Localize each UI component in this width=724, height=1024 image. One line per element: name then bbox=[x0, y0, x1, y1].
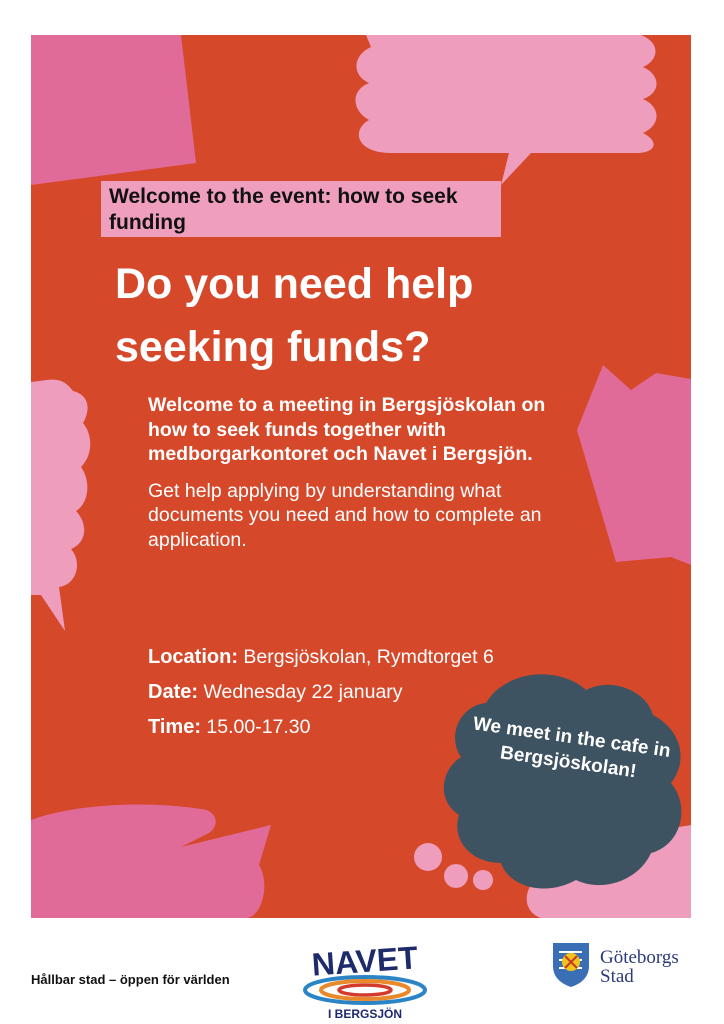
location-line bbox=[148, 644, 494, 679]
speech-bubble-top-right bbox=[356, 35, 657, 185]
city-name-line2: Stad bbox=[600, 966, 634, 987]
date-value: Wednesday 22 january bbox=[203, 681, 403, 703]
event-badge-text: Welcome to the event: how to seek funding bbox=[109, 185, 458, 234]
event-details bbox=[148, 644, 494, 749]
city-name-line1: Göteborgs bbox=[600, 947, 679, 968]
time-value: 15.00-17.30 bbox=[206, 716, 311, 738]
navet-logo-text: NAVET bbox=[310, 939, 419, 983]
bubble-dot-2 bbox=[444, 864, 468, 888]
event-poster bbox=[31, 35, 691, 918]
bubble-dot-3 bbox=[473, 870, 493, 890]
cloud-message: We meet in the cafe in Bergsjöskolan! bbox=[471, 713, 672, 783]
navet-ring-inner bbox=[339, 985, 391, 995]
speech-bubble-right bbox=[577, 365, 691, 565]
footer-tagline: Hållbar stad – öppen för världen bbox=[31, 972, 230, 987]
poster-headline: Do you need help seeking funds? bbox=[115, 260, 474, 371]
goteborgs-stad-name bbox=[600, 948, 679, 986]
bubble-dot-1 bbox=[414, 843, 442, 871]
description-paragraph: Get help applying by understanding what documents you need and how to complete an application. bbox=[148, 479, 542, 551]
date-line bbox=[148, 679, 494, 714]
time-line bbox=[148, 714, 494, 749]
location-label: Location: bbox=[148, 646, 238, 668]
speech-bubble-top-left bbox=[31, 35, 196, 185]
intro-paragraph: Welcome to a meeting in Bergsjöskolan on how to seek funds together with medborgarkontoret och Navet i Bergsjön. bbox=[148, 394, 546, 465]
date-label: Date: bbox=[148, 681, 199, 703]
speech-bubble-left bbox=[31, 380, 90, 631]
speech-bubble-bottom-left bbox=[31, 805, 271, 918]
navet-logo bbox=[300, 934, 430, 1024]
event-badge bbox=[101, 181, 501, 237]
poster-body bbox=[148, 393, 578, 552]
goteborg-crest-icon bbox=[550, 940, 592, 988]
time-label: Time: bbox=[148, 716, 201, 738]
navet-logo-subtext: I BERGSJÖN bbox=[327, 1007, 403, 1021]
location-value: Bergsjöskolan, Rymdtorget 6 bbox=[243, 646, 494, 668]
